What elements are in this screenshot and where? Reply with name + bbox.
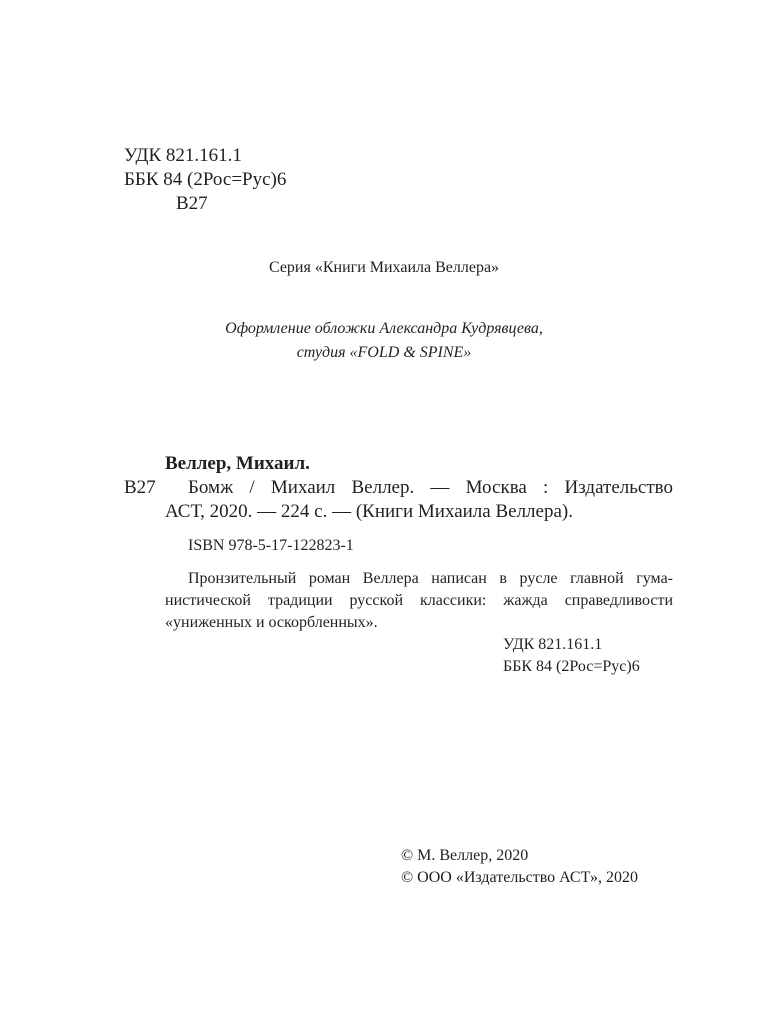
record-description-line-2: АСТ, 2020. — 224 с. — (Книги Михаила Веллера). bbox=[165, 501, 573, 522]
author-mark: В27 bbox=[176, 193, 208, 214]
copyright-publisher: © ООО «Издательство АСТ», 2020 bbox=[401, 869, 638, 886]
udk-code: УДК 821.161.1 bbox=[124, 145, 242, 166]
record-bbk-code: ББК 84 (2Рос=Рус)6 bbox=[503, 658, 640, 675]
cover-design-line-2: студия «FOLD & SPINE» bbox=[296, 344, 472, 361]
record-udk-code: УДК 821.161.1 bbox=[503, 636, 603, 653]
record-author-mark: В27 bbox=[124, 477, 156, 498]
bbk-code: ББК 84 (2Рос=Рус)6 bbox=[124, 169, 287, 190]
annotation-line-2: нистической традиции русской классики: жажда справедливости bbox=[165, 592, 673, 609]
isbn: ISBN 978-5-17-122823-1 bbox=[188, 537, 354, 554]
copyright-author: © М. Веллер, 2020 bbox=[401, 847, 529, 864]
record-description-line-1: Бомж / Михаил Веллер. — Москва : Издательство bbox=[188, 477, 673, 498]
annotation-line-1: Пронзительный роман Веллера написан в русле главной гума- bbox=[188, 570, 673, 587]
cover-design-line-1: Оформление обложки Александра Кудрявцева, bbox=[225, 320, 543, 337]
annotation-line-3: «униженных и оскорбленных». bbox=[165, 614, 378, 631]
series-title: Серия «Книги Михаила Веллера» bbox=[268, 259, 500, 276]
record-author: Веллер, Михаил. bbox=[165, 453, 310, 474]
